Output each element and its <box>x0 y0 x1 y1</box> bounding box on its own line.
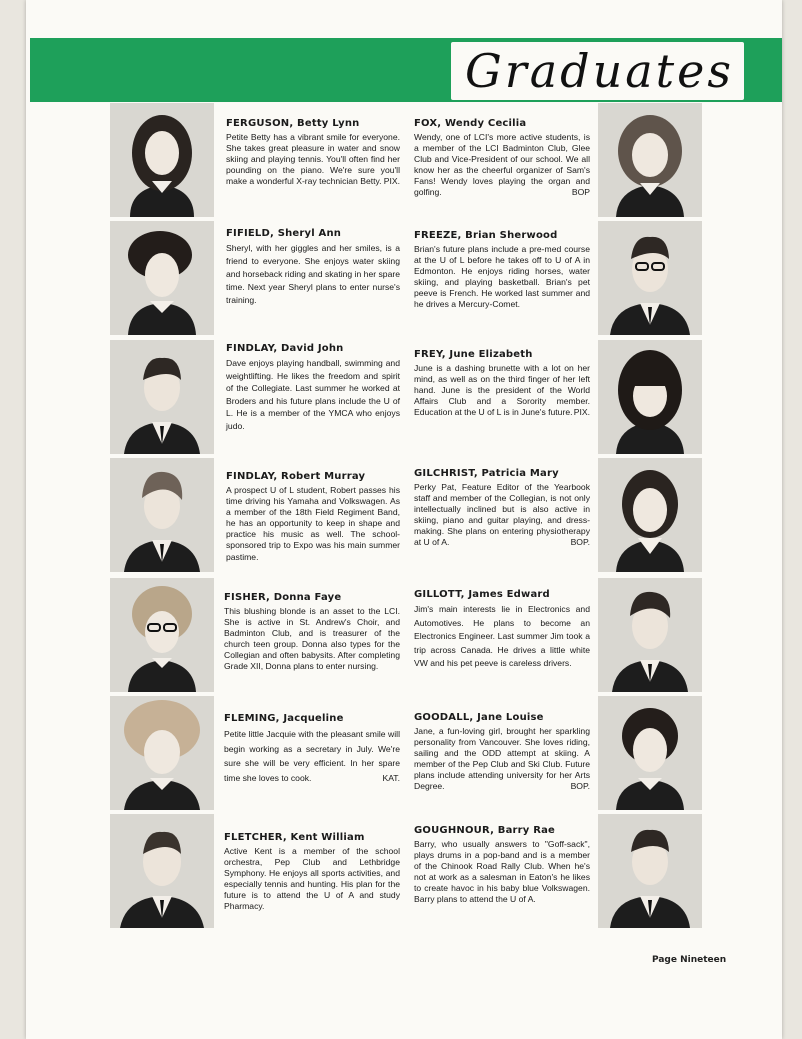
graduate-entry <box>414 468 590 549</box>
graduate-entry <box>224 592 400 673</box>
graduate-name: FINDLAY, David John <box>226 343 344 354</box>
graduate-entry <box>224 713 400 785</box>
graduate-bio: Brian's future plans include a pre-med course at the U of L before he takes off to U of A in Edmonton. He enjoys riding horses, water skiing, and playing basketball. Brian's pet peeve is French. He worked last summer and he drives a Mercury-Comet. <box>414 244 590 310</box>
graduate-entry <box>414 118 590 199</box>
graduate-entry <box>414 825 590 906</box>
portrait-photo <box>110 103 214 217</box>
writer-tag: BOP <box>571 187 590 198</box>
graduate-bio: Petite little Jacquie with the pleasant smile will begin working as a secretary in July. We're sure she will be very efficient. In her spare time she loves to cook. KAT. <box>224 727 400 785</box>
writer-tag: PIX. <box>573 407 590 418</box>
graduate-name: GILCHRIST, Patricia Mary <box>414 468 559 479</box>
graduate-bio: A prospect U of L student, Robert passes his time driving his Yamaha and Volkswagen. As a member of the 18th Field Regiment Band, he has an opportunity to keep in shape and practice his music as well. The school-sponsored trip to Expo was his main summer pastime. <box>226 485 400 562</box>
graduate-name: FERGUSON, Betty Lynn <box>226 118 360 129</box>
graduate-entry <box>226 471 400 563</box>
graduate-entry <box>414 589 590 671</box>
graduate-name: GILLOTT, James Edward <box>414 589 550 600</box>
graduate-bio: Barry, who usually answers to "Goff-sack", plays drums in a pop-band and is a member of the Chinook Road Rally Club. When he's not at work as a salesman in Eaton's he likes to create havoc in his baby blue Volkswagen. Barry plans to attend the U of A. <box>414 839 590 905</box>
graduate-name: FLETCHER, Kent William <box>224 832 365 843</box>
graduate-name: FISHER, Donna Faye <box>224 592 342 603</box>
graduate-entry <box>226 228 400 307</box>
graduate-bio: Jane, a fun-loving girl, brought her sparkling personality from Vancouver. She loves riding, sailing and the ODD attempt at skiing. A member of the Pep Club and Ski Club. Future plans include attending university for her Arts Degree. BOP. <box>414 726 590 792</box>
portrait-photo <box>110 814 214 928</box>
graduate-name: FREY, June Elizabeth <box>414 349 533 360</box>
graduate-bio: June is a dashing brunette with a lot on her mind, as well as on the third finger of her left hand. June is the president of the World Affairs Club and a Sorority member. Education at the U of L is in June's future. PIX. <box>414 363 590 418</box>
graduate-entry <box>414 230 590 311</box>
graduate-bio: Wendy, one of LCI's more active students, is a member of the LCI Badminton Club, Glee Club and Vice-President of our school. We all know her as the cheerful organizer of Sam's Fans! Wendy loves playing the organ and golfing. BOP <box>414 132 590 198</box>
graduate-bio: Dave enjoys playing handball, swimming and weightlifting. He likes the freedom and spirit of the Collegiate. Last summer he worked at Broders and his future plans include the U of L. He is a member of the YMCA who enjoys judo. <box>226 358 400 431</box>
graduate-entry <box>414 349 590 418</box>
portrait-photo <box>110 458 214 572</box>
page-number: Page Nineteen <box>652 955 727 965</box>
portrait-photo <box>110 221 214 335</box>
writer-tag: BOP. <box>570 537 590 548</box>
portrait-photo <box>598 578 702 692</box>
writer-tag: PIX. <box>383 176 400 187</box>
graduate-entry <box>226 343 400 433</box>
graduate-name: GOODALL, Jane Louise <box>414 712 544 723</box>
graduate-name: FINDLAY, Robert Murray <box>226 471 366 482</box>
graduate-name: GOUGHNOUR, Barry Rae <box>414 825 556 836</box>
writer-tag: KAT. <box>382 772 400 783</box>
graduate-bio: Jim's main interests lie in Electronics and Automotives. He plans to become an Electronics Engineer. Last summer Jim took a trip across Canada. He drives a little white VW and his pet peeve is careless drivers. <box>414 604 590 669</box>
graduate-entry <box>224 832 400 913</box>
graduate-bio: This blushing blonde is an asset to the LCI. She is active in St. Andrew's Choir, and Badminton Club, and is treasurer of the church teen group. Donna also types for the Collegian and often babysits. After completing Grade XII, Donna plans to enter nursing. <box>224 606 400 672</box>
writer-tag: BOP. <box>570 781 590 792</box>
graduate-entry <box>226 118 400 187</box>
graduate-name: FLEMING, Jacqueline <box>224 713 344 724</box>
portrait-photo <box>598 103 702 217</box>
portrait-photo <box>598 814 702 928</box>
graduate-bio: Sheryl, with her giggles and her smiles, is a friend to everyone. She enjoys water skiing and horseback riding and skating in her spare time. Next year Sheryl plans to enter nurse's training. <box>226 243 400 305</box>
graduate-bio: Petite Betty has a vibrant smile for everyone. She takes great pleasure in water and snow skiing and playing tennis. You'll often find her pounding on the piano. We're sure you'll make a wonderful X-ray technician Betty. PIX. <box>226 132 400 187</box>
graduate-name: FOX, Wendy Cecilia <box>414 118 527 129</box>
graduate-name: FREEZE, Brian Sherwood <box>414 230 558 241</box>
page-title: Graduates <box>451 42 744 100</box>
graduate-bio: Active Kent is a member of the school orchestra, Pep Club and Lethbridge Symphony. He enjoys all sports activities, and especially tennis and hunting. His plan for the future is to attend the U of A and study Pharmacy. <box>224 846 400 912</box>
graduate-name: FIFIELD, Sheryl Ann <box>226 228 342 239</box>
portrait-photo <box>598 340 702 454</box>
portrait-photo <box>110 340 214 454</box>
portrait-photo <box>598 221 702 335</box>
portrait-photo <box>110 696 214 810</box>
graduate-bio: Perky Pat, Feature Editor of the Yearbook staff and member of the Collegian, is not only intellectually inclined but is also active in skiing, piano and guitar playing, and dress-making. She plans on entering physiotherapy at U of A. BOP. <box>414 482 590 548</box>
portrait-photo <box>598 696 702 810</box>
graduate-entry <box>414 712 590 793</box>
portrait-photo <box>598 458 702 572</box>
portrait-photo <box>110 578 214 692</box>
